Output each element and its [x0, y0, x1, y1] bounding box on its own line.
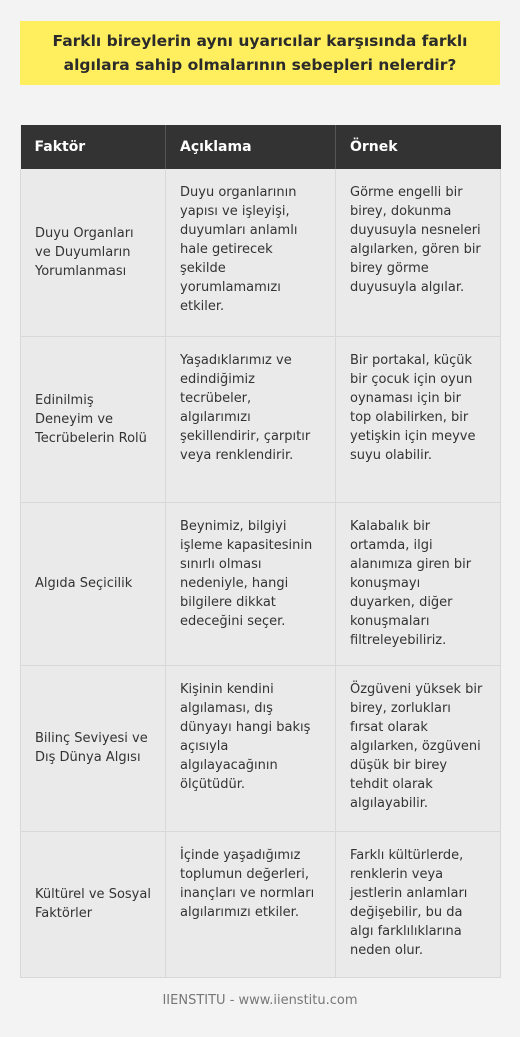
description-cell: Duyu organlarının yapısı ve işleyişi, duyumları anlamlı hale getirecek şekilde yorumlamamızı etkiler. [166, 169, 336, 336]
table-row [21, 665, 501, 831]
factor-cell: Kültürel ve Sosyal Faktörler [21, 831, 166, 977]
description-cell: Yaşadıklarımız ve edindiğimiz tecrübeler, algılarımızı şekillendirir, çarpıtır veya renklendirir. [166, 336, 336, 502]
title-banner [20, 21, 500, 85]
factor-cell: Duyu Organları ve Duyumların Yorumlanması [21, 169, 166, 336]
example-cell: Bir portakal, küçük bir çocuk için oyun oynaması için bir top olabilirken, bir yetişkin için meyve suyu olabilir. [336, 336, 501, 502]
description-cell: İçinde yaşadığımız toplumun değerleri, inançları ve normları algılarımızı etkiler. [166, 831, 336, 977]
page-title: Farklı bireylerin aynı uyarıcılar karşısında farklı algılara sahip olmalarının sebepleri nelerdir? [52, 32, 468, 74]
description-cell: Beynimiz, bilgiyi işleme kapasitesinin sınırlı olması nedeniyle, hangi bilgilere dikkat edeceğini seçer. [166, 502, 336, 665]
factors-table [20, 125, 501, 978]
description-cell: Kişinin kendini algılaması, dış dünyayı hangi bakış açısıyla algılayacağının ölçütüdür. [166, 665, 336, 831]
table-row [21, 502, 501, 665]
footer-credit: IIENSTITU - www.iienstitu.com [162, 993, 358, 1008]
example-cell: Görme engelli bir birey, dokunma duyusuyla nesneleri algılarken, gören bir birey görme duyusuyla algılar. [336, 169, 501, 336]
table-row [21, 336, 501, 502]
factor-cell: Bilinç Seviyesi ve Dış Dünya Algısı [21, 665, 166, 831]
column-header-description: Açıklama [166, 125, 336, 169]
factor-cell: Algıda Seçicilik [21, 502, 166, 665]
table-row [21, 169, 501, 336]
example-cell: Farklı kültürlerde, renklerin veya jestlerin anlamları değişebilir, bu da algı farklılıklarına neden olur. [336, 831, 501, 977]
column-header-factor: Faktör [21, 125, 166, 169]
example-cell: Özgüveni yüksek bir birey, zorlukları fırsat olarak algılarken, özgüveni düşük bir birey tehdit olarak algılayabilir. [336, 665, 501, 831]
example-cell: Kalabalık bir ortamda, ilgi alanımıza giren bir konuşmayı duyarken, diğer konuşmaları filtreleyebiliriz. [336, 502, 501, 665]
column-header-example: Örnek [336, 125, 501, 169]
factor-cell: Edinilmiş Deneyim ve Tecrübelerin Rolü [21, 336, 166, 502]
table-row [21, 831, 501, 977]
table-header-row [21, 125, 501, 169]
